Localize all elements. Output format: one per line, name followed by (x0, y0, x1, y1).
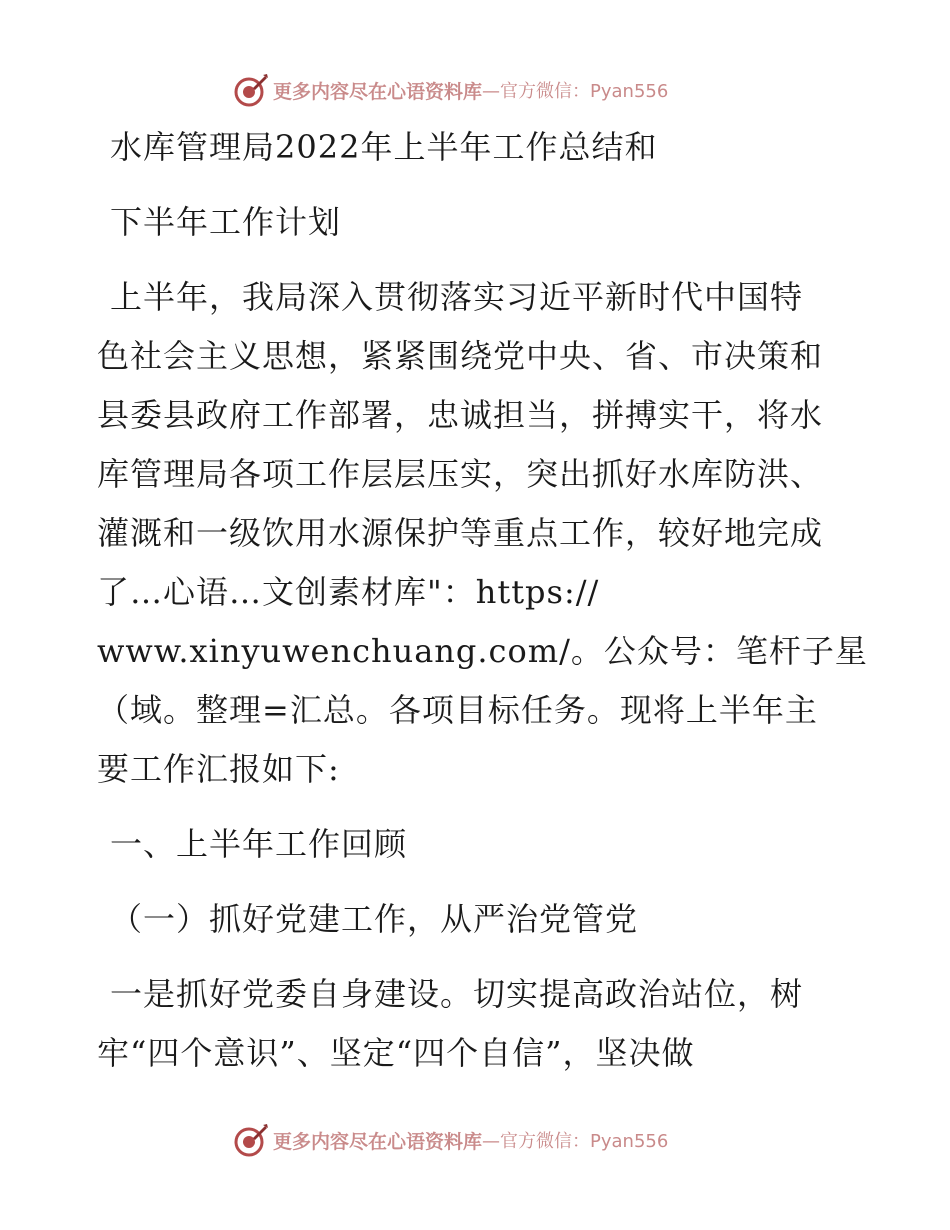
intro-line: 色社会主义思想，紧紧围绕党中央、省、市决策和 (97, 337, 824, 375)
intro-line: （域。整理=汇总。各项目标任务。现将上半年主 (97, 691, 818, 729)
footer-watermark (233, 1120, 668, 1160)
intro-line: 要工作汇报如下: (97, 750, 340, 788)
intro-line: 上半年，我局深入贯彻落实习近平新时代中国特 (110, 278, 804, 316)
intro-line: www.xinyuwenchuang.com/。公众号：笔杆子星 (97, 632, 868, 670)
header-watermark (233, 70, 668, 110)
watermark-sub-text: —官方微信：Pyan556 (482, 1131, 669, 1152)
watermark-sub-text: —官方微信：Pyan556 (482, 81, 669, 102)
document-body (97, 118, 868, 1083)
intro-line: 灌溉和一级饮用水源保护等重点工作，较好地完成 (97, 514, 824, 552)
intro-line: 县委县政府工作部署，忠诚担当，拼搏实干，将水 (97, 396, 824, 434)
title-line-1: 水库管理局2022年上半年工作总结和 (110, 128, 658, 166)
intro-line: 库管理局各项工作层层压实，突出抓好水库防洪、 (97, 455, 824, 493)
intro-line: 了…心语…文创素材库"：https:// (97, 573, 600, 611)
section-heading: 一、上半年工作回顾 (110, 825, 408, 863)
watermark-main-text: 更多内容尽在心语资料库 (273, 1130, 483, 1153)
paragraph-line: 一是抓好党委自身建设。切实提高政治站位，树 (110, 975, 804, 1013)
paragraph-line: 牢“四个意识”、坚定“四个自信”，坚决做 (97, 1034, 695, 1072)
watermark-main-text: 更多内容尽在心语资料库 (273, 80, 483, 103)
title-line-2: 下半年工作计划 (110, 203, 342, 241)
pen-logo-icon (233, 1122, 269, 1158)
pen-logo-icon (233, 72, 269, 108)
subsection-heading: （一）抓好党建工作，从严治党管党 (110, 900, 639, 938)
